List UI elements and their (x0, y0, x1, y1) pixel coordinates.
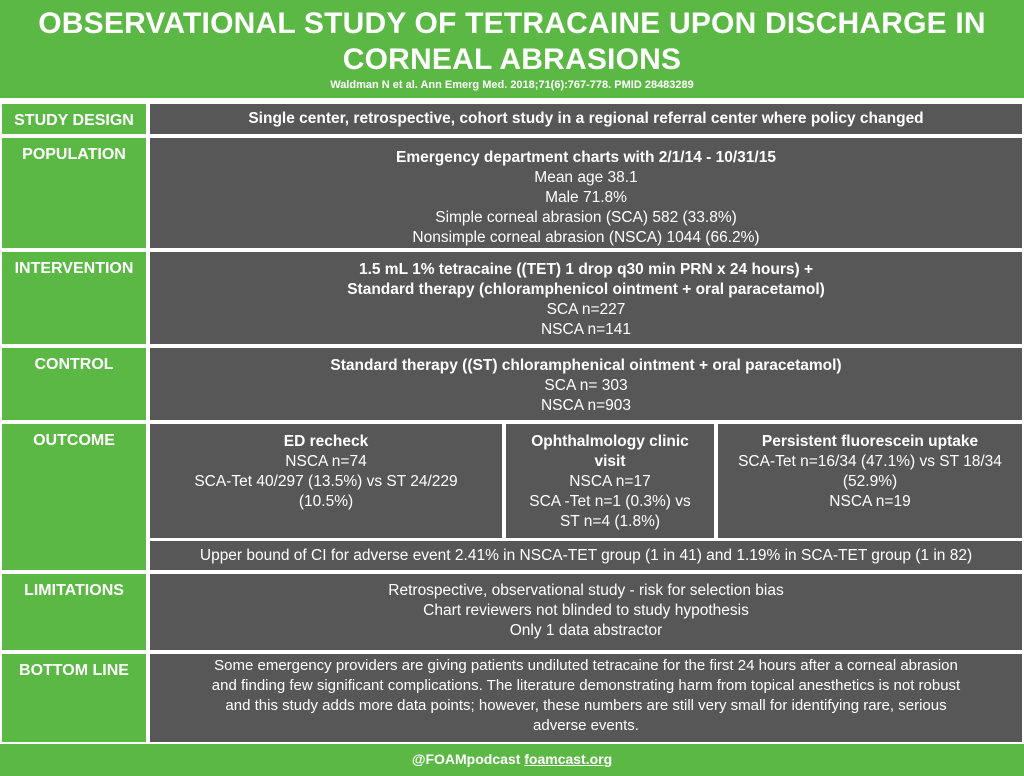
outcome-col-line: (52.9%) (842, 473, 898, 490)
control-label (2, 348, 146, 420)
outcome-summary (150, 541, 1022, 570)
control-line: NSCA n=903 (540, 397, 632, 414)
population-heading: Emergency department charts with 2/1/14 - 10/31/15 (396, 149, 776, 166)
citation: Waldman N et al. Ann Emerg Med. 2018;71(6):767-778. PMID 28483289 (330, 79, 694, 91)
outcome-col-line: NSCA n=19 (829, 493, 911, 510)
limitations-label-text: LIMITATIONS (24, 582, 124, 599)
title-line-2: CORNEAL ABRASIONS (342, 43, 682, 76)
outcome-col-heading: ED recheck (283, 433, 369, 450)
population-label (2, 138, 146, 248)
outcome-col-heading: Persistent fluorescein uptake (761, 433, 979, 450)
bottom-line-label (2, 654, 146, 742)
bottom-line-cell (150, 654, 1022, 742)
population-line: Simple corneal abrasion (SCA) 582 (33.8%) (435, 209, 737, 226)
bottom-line-line: Some emergency providers are giving patients undiluted tetracaine for the first 24 hours after a corneal abrasion (214, 657, 958, 674)
control-heading: Standard therapy ((ST) chloramphenical ointment + oral paracetamol) (330, 357, 842, 374)
population-cell (150, 138, 1022, 248)
bottom-line-line: adverse events. (533, 717, 639, 734)
intervention-line: SCA n=227 (546, 301, 626, 318)
intervention-line: NSCA n=141 (540, 321, 632, 338)
intervention-cell (150, 252, 1022, 344)
intervention-heading-1: 1.5 mL 1% tetracaine ((TET) 1 drop q30 min PRN x 24 hours) + (358, 261, 814, 278)
population-line: Nonsimple corneal abrasion (NSCA) 1044 (66.2%) (412, 229, 760, 246)
footer (0, 744, 1024, 776)
limitations-line: Only 1 data abstractor (509, 622, 663, 639)
population-line: Mean age 38.1 (534, 169, 638, 186)
limitations-line: Chart reviewers not blinded to study hypothesis (423, 602, 749, 619)
study-design-cell (150, 104, 1022, 134)
bottom-line-label-text: BOTTOM LINE (19, 662, 129, 679)
limitations-line: Retrospective, observational study - risk for selection bias (388, 582, 784, 599)
outcome-col-line: SCA-Tet n=16/34 (47.1%) vs ST 18/34 (738, 453, 1002, 470)
outcome-label-text: OUTCOME (33, 432, 115, 449)
page-title (0, 0, 1024, 78)
population-line: Male 71.8% (545, 189, 627, 206)
intervention-heading-2: Standard therapy (chloramphenicol ointment + oral paracetamol) (347, 281, 825, 298)
outcome-col-line: SCA -Tet n=1 (0.3%) vs (529, 493, 691, 510)
limitations-label (2, 574, 146, 650)
study-design-text: Single center, retrospective, cohort study in a regional referral center where policy changed (248, 110, 924, 127)
intervention-label-text: INTERVENTION (14, 260, 134, 277)
population-label-text: POPULATION (22, 146, 126, 163)
title-line-1: OBSERVATIONAL STUDY OF TETRACAINE UPON DISCHARGE IN (38, 7, 986, 40)
outcome-summary-text: Upper bound of CI for adverse event 2.41% in NSCA-TET group (1 in 41) and 1.19% in SCA-TET group (1 in 82) (199, 547, 973, 564)
bottom-line-line: and finding few significant complications. The literature demonstrating harm from topical anesthetics is not robust (211, 677, 961, 694)
header (0, 0, 1024, 100)
outcome-col-line: SCA-Tet 40/297 (13.5%) vs ST 24/229 (194, 473, 458, 490)
control-line: SCA n= 303 (544, 377, 628, 394)
outcome-col-line: ST n=4 (1.8%) (559, 513, 661, 530)
study-design-label-text: STUDY DESIGN (14, 112, 134, 129)
outcome-col-line: NSCA n=74 (285, 453, 367, 470)
twitter-handle[interactable]: @FOAMpodcast (411, 751, 521, 767)
limitations-cell (150, 574, 1022, 650)
outcome-col-heading-1: Ophthalmology clinic (531, 433, 689, 450)
outcome-col-line: (10.5%) (298, 493, 354, 510)
website-link[interactable]: foamcast.org (524, 751, 613, 767)
outcome-ophthalmology (506, 424, 714, 538)
outcome-col-line: NSCA n=17 (569, 473, 651, 490)
study-design-label (2, 104, 146, 134)
outcome-fluorescein (718, 424, 1022, 538)
intervention-label (2, 252, 146, 344)
outcome-label (2, 424, 146, 570)
bottom-line-line: and this study adds more data points; however, these numbers are still very small for identifying rare, serious (225, 697, 947, 714)
control-cell (150, 348, 1022, 420)
outcome-ed-recheck (150, 424, 502, 538)
control-label-text: CONTROL (34, 356, 114, 373)
outcome-col-heading-2: visit (594, 453, 626, 470)
